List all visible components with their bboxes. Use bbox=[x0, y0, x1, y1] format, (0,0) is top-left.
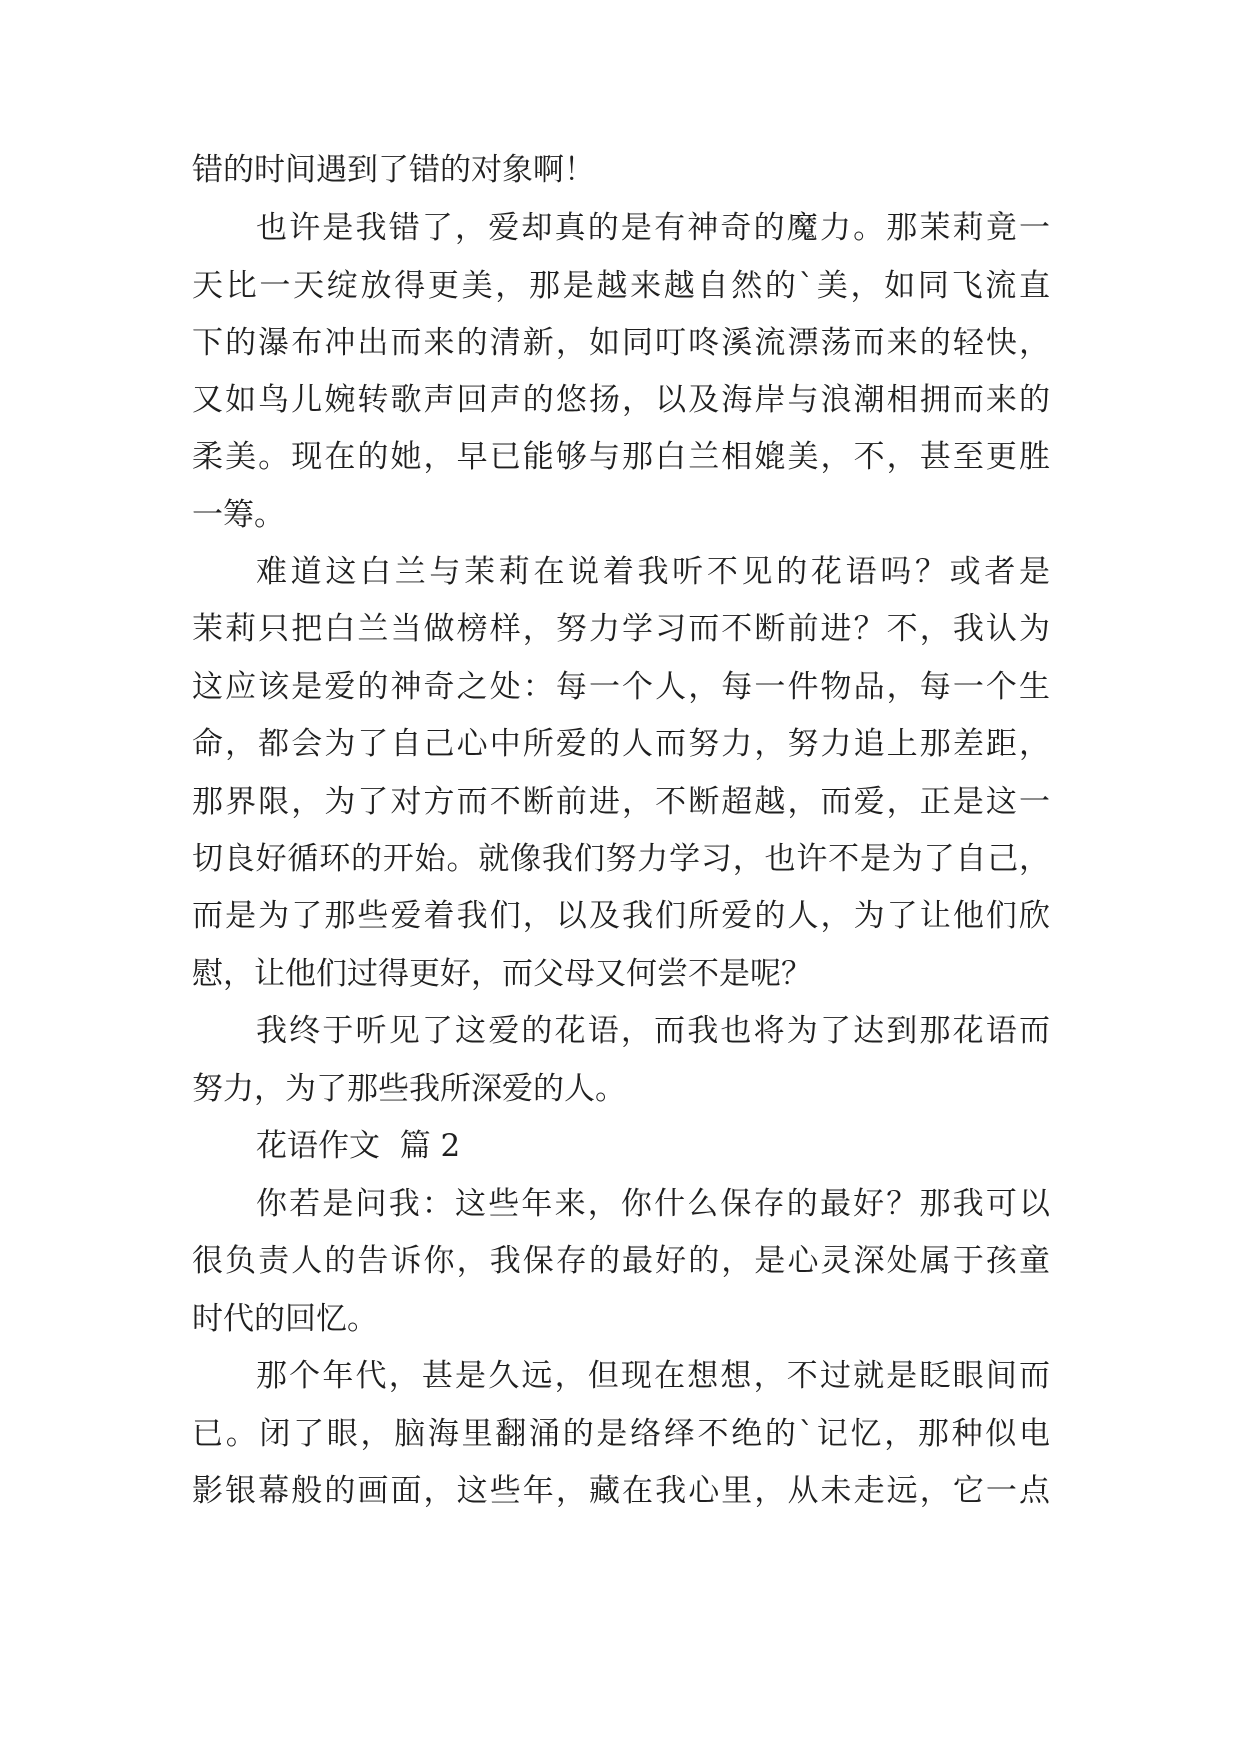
text-line: 命，都会为了自己心中所爱的人而努力，努力追上那差距， bbox=[192, 726, 1050, 762]
text-line: 时代的回忆。 bbox=[192, 1301, 378, 1337]
text-line: 这应该是爱的神奇之处：每一个人，每一件物品，每一个生 bbox=[192, 669, 1050, 705]
text-line: 切良好循环的开始。就像我们努力学习，也许不是为了自己， bbox=[192, 841, 1050, 877]
text-line: 努力，为了那些我所深爱的人。 bbox=[192, 1071, 626, 1107]
text-line: 错的时间遇到了错的对象啊！ bbox=[192, 152, 595, 188]
text-line: 茉莉只把白兰当做榜样，努力学习而不断前进？不，我认为 bbox=[192, 611, 1050, 647]
paragraph-first-line: 那个年代，甚是久远，但现在想想，不过就是眨眼间而 bbox=[256, 1358, 1050, 1394]
text-line: 天比一天绽放得更美，那是越来越自然的`美，如同飞流直 bbox=[192, 268, 1050, 304]
section-heading: 花语作文 篇 2 bbox=[256, 1128, 461, 1164]
text-line: 那界限，为了对方而不断前进，不断超越，而爱，正是这一 bbox=[192, 784, 1050, 820]
text-line: 一筹。 bbox=[192, 497, 285, 533]
text-line: 已。闭了眼，脑海里翻涌的是络绎不绝的`记忆，那种似电 bbox=[192, 1416, 1050, 1452]
text-line: 影银幕般的画面，这些年，藏在我心里，从未走远，它一点 bbox=[192, 1473, 1050, 1509]
text-line: 柔美。现在的她，早已能够与那白兰相媲美，不，甚至更胜 bbox=[192, 439, 1050, 475]
text-line: 而是为了那些爱着我们，以及我们所爱的人，为了让他们欣 bbox=[192, 898, 1050, 934]
paragraph-first-line: 你若是问我：这些年来，你什么保存的最好？那我可以 bbox=[256, 1186, 1050, 1222]
paragraph-first-line: 难道这白兰与茉莉在说着我听不见的花语吗？或者是 bbox=[256, 554, 1050, 590]
text-line: 慰，让他们过得更好，而父母又何尝不是呢？ bbox=[192, 956, 812, 992]
text-line: 又如鸟儿婉转歌声回声的悠扬，以及海岸与浪潮相拥而来的 bbox=[192, 382, 1050, 418]
text-line: 下的瀑布冲出而来的清新，如同叮咚溪流漂荡而来的轻快， bbox=[192, 325, 1050, 361]
paragraph-first-line: 也许是我错了，爱却真的是有神奇的魔力。那茉莉竟一 bbox=[256, 210, 1050, 246]
text-line: 很负责人的告诉你，我保存的最好的，是心灵深处属于孩童 bbox=[192, 1243, 1050, 1279]
paragraph-first-line: 我终于听见了这爱的花语，而我也将为了达到那花语而 bbox=[256, 1013, 1050, 1049]
